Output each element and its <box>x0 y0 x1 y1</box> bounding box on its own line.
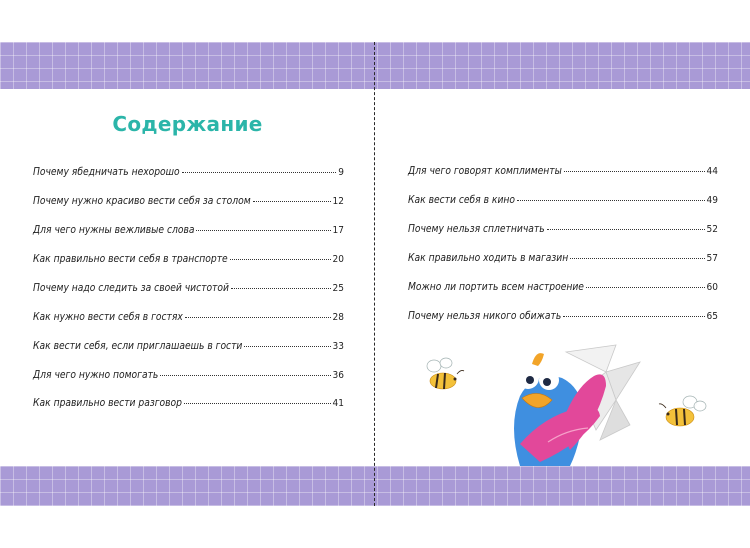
toc-entry-page: 57 <box>706 253 718 264</box>
toc-entry-page: 25 <box>332 283 344 294</box>
bee-icon <box>659 396 706 426</box>
bird-icon <box>514 353 606 466</box>
toc-entry-title: Как вести себя в кино <box>408 195 516 206</box>
toc-entry-title: Как вести себя, если приглашаешь в гости <box>33 341 243 352</box>
toc-entry-page: 9 <box>338 167 344 178</box>
toc-entry-page: 28 <box>332 312 344 323</box>
toc-entry-page: 17 <box>332 225 344 236</box>
contents-heading: Содержание <box>112 112 263 136</box>
toc-entry-title: Почему нельзя никого обижать <box>408 311 562 322</box>
toc-entry-title: Как правильно ходить в магазин <box>408 253 569 264</box>
toc-entry-page: 33 <box>332 341 344 352</box>
toc-entry-page: 65 <box>706 311 718 322</box>
toc-entry-page: 60 <box>706 282 718 293</box>
bee-icon <box>427 358 464 389</box>
toc-entry-title: Почему надо следить за своей чистотой <box>33 283 229 294</box>
toc-entry-title: Как нужно вести себя в гостях <box>33 312 183 323</box>
toc-entry-title: Можно ли портить всем настроение <box>408 282 584 293</box>
toc-entry-page: 36 <box>332 370 344 381</box>
toc-entry-page: 49 <box>706 195 718 206</box>
toc-entry-page: 52 <box>706 224 718 235</box>
toc-entry-title: Для чего нужны вежливые слова <box>33 225 195 236</box>
toc-entry-page: 44 <box>706 166 718 177</box>
toc-entry-page: 12 <box>332 196 344 207</box>
toc-entry-title: Почему ябедничать нехорошо <box>33 167 180 178</box>
toc-entry-title: Как правильно вести себя в транспорте <box>33 254 228 265</box>
toc-entry-page: 41 <box>332 398 344 409</box>
toc-entry-page: 20 <box>332 254 344 265</box>
toc-entry-title: Почему нужно красиво вести себя за столом <box>33 196 251 207</box>
toc-entry-title: Почему нельзя сплетничать <box>408 224 545 235</box>
toc-entry-title: Для чего говорят комплименты <box>408 166 562 177</box>
toc-entry-title: Как правильно вести разговор <box>33 398 182 409</box>
toc-entry-title: Для чего нужно помогать <box>33 370 159 381</box>
